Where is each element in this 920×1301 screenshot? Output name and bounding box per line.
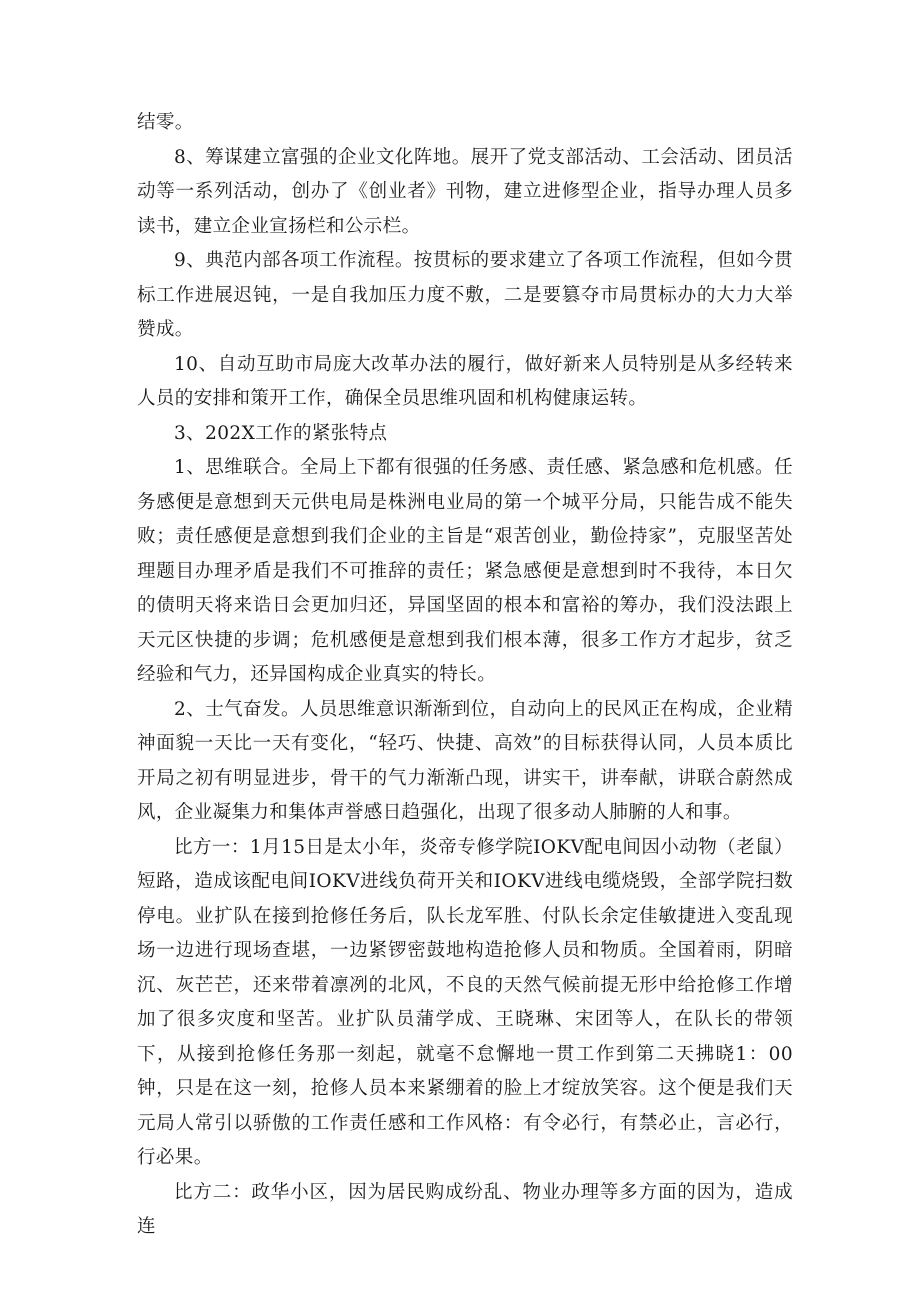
paragraph: 8、筹谋建立富强的企业文化阵地。展开了党支部活动、工会活动、团员活动等一系列活动，创办了《创业者》刊物，建立进修型企业，指导办理人员多读书，建立企业宣扬栏和公示栏。 [137, 146, 793, 237]
paragraph: 2、士气奋发。人员思维意识渐渐到位，自动向上的民风正在构成，企业精神面貌一天比一天有变化，“轻巧、快捷、高效”的目标获得认同，人员本质比开局之初有明显进步，骨干的气力渐渐凸现，讲实干，讲奉献，讲联合蔚然成风，企业凝集力和集体声誉感日趋强化，出现了很多动人肺腑的人和事。 [137, 698, 793, 823]
document-body [137, 106, 793, 1245]
section-heading: 3、202X工作的紧张特点 [174, 422, 388, 444]
paragraph: 1、思维联合。全局上下都有很强的任务感、责任感、紧急感和危机感。任务感便是意想到天元供电局是株洲电业局的第一个城平分局，只能告成不能失败；责任感便是意想到我们企业的主旨是“艰苦创业，勤俭持家”，克服坚苦处理题目办理矛盾是我们不可推辞的责任；紧急感便是意想到时不我待，本日欠的债明天将来诰日会更加归还，异国坚固的根本和富裕的筹办，我们没法跟上天元区快捷的步调；危机感便是意想到我们根本薄，很多工作方才起步，贫乏经验和气力，还异国构成企业真实的特长。 [137, 457, 793, 685]
paragraph: 10、自动互助市局庞大改革办法的履行，做好新来人员特别是从多经转来人员的安排和策开工作，确保全员思维巩固和机构健康运转。 [137, 353, 793, 409]
paragraph: 比方二：政华小区，因为居民购成纷乱、物业办理等多方面的因为，造成连 [137, 1181, 793, 1237]
paragraph: 9、典范内部各项工作流程。按贯标的要求建立了各项工作流程，但如今贯标工作进展迟钝，一是自我加压力度不敷，二是要篡夺市局贯标办的大力大举赞成。 [137, 250, 793, 340]
paragraph: 比方一：1月15日是太小年，炎帝专修学院IOKV配电间因小动物（老鼠）短路，造成该配电间IOKV进线负荷开关和IOKV进线电缆烧毁，全部学院扫数停电。业扩队在接到抢修任务后，队长龙军胜、付队长余定佳敏捷进入变乱现场一边进行现场查堪，一边紧锣密鼓地构造抢修人员和物质。全国着雨，阴暗沉、灰芒芒，还来带着凛冽的北风，不良的天然气候前提无形中给抢修工作增加了很多灾度和坚苦。业扩队员蒲学成、王晓琳、宋团等人，在队长的带领下，从接到抢修任务那一刻起，就毫不怠懈地一贯工作到第二天拂晓1：00钟，只是在这一刻，抢修人员本来紧绷着的脸上才绽放笑容。这个便是我们天元局人常引以骄傲的工作责任感和工作风格：有令必行，有禁必止，言必行，行必果。 [137, 836, 793, 1168]
paragraph: 结零。 [137, 112, 194, 133]
